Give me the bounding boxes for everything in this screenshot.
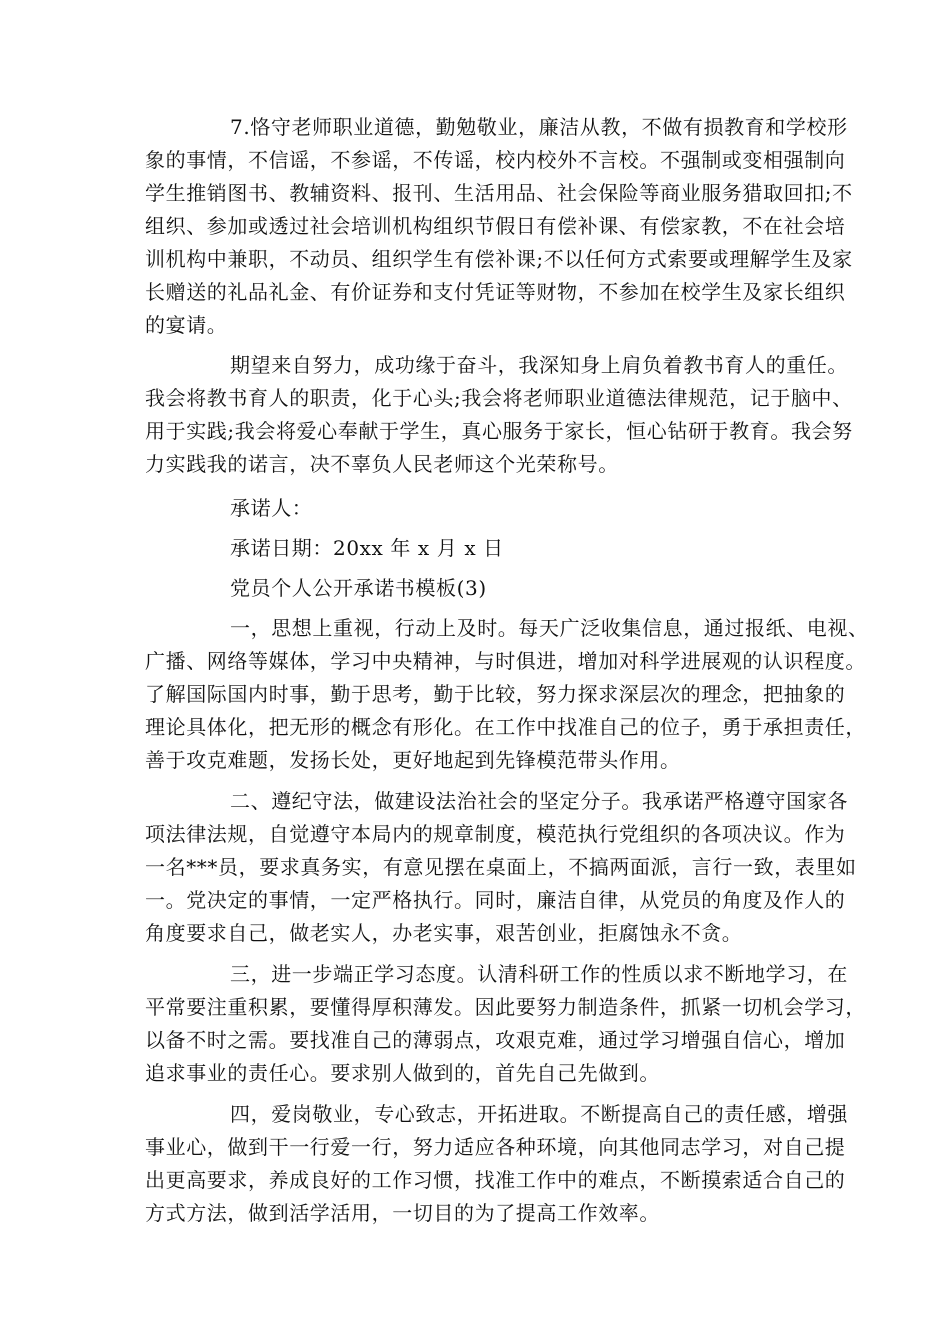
paragraph-line: 训机构中兼职，不动员、组织学生有偿补课;不以任何方式索要或理解学生及家 <box>145 247 853 271</box>
paragraph-line: 一，思想上重视，行动上及时。每天广泛收集信息，通过报纸、电视、 <box>230 616 869 640</box>
paragraph-line: 一名***员，要求真务实，有意见摆在桌面上，不搞两面派，言行一致，表里如 <box>145 855 857 879</box>
paragraph-line: 二、遵纪守法，做建设法治社会的坚定分子。我承诺严格遵守国家各 <box>230 789 848 813</box>
paragraph-line: 平常要注重积累，要懂得厚积薄发。因此要努力制造条件，抓紧一切机会学习， <box>145 995 866 1019</box>
section-title: 党员个人公开承诺书模板(3) <box>230 576 487 600</box>
promiser-label: 承诺人： <box>230 496 313 520</box>
paragraph-line: 理论具体化，把无形的概念有形化。在工作中找准自己的位子，勇于承担责任， <box>145 715 866 739</box>
paragraph-line: 追求事业的责任心。要求别人做到的，首先自己先做到。 <box>145 1061 660 1085</box>
paragraph-line: 广播、网络等媒体，学习中央精神，与时俱进，增加对科学进展观的认识程度。 <box>145 649 866 673</box>
paragraph-line: 出更高要求，养成良好的工作习惯，找准工作中的难点，不断摸索适合自己的 <box>145 1168 846 1192</box>
paragraph-line: 以备不时之需。要找准自己的薄弱点，攻艰克难，通过学习增强自信心，增加 <box>145 1028 846 1052</box>
paragraph-line: 学生推销图书、教辅资料、报刊、生活用品、社会保险等商业服务猎取回扣;不 <box>145 181 853 205</box>
paragraph-line: 长赠送的礼品礼金、有价证券和支付凭证等财物，不参加在校学生及家长组织 <box>145 280 846 304</box>
paragraph-line: 角度要求自己，做老实人，办老实事，艰苦创业，拒腐蚀永不贪。 <box>145 921 743 945</box>
paragraph-line: 项法律法规，自觉遵守本局内的规章制度，模范执行党组织的各项决议。作为 <box>145 822 846 846</box>
paragraph-line: 事业心，做到干一行爱一行，努力适应各种环境，向其他同志学习，对自己提 <box>145 1135 846 1159</box>
paragraph-line: 我会将教书育人的职责，化于心头;我会将老师职业道德法律规范，记于脑中、 <box>145 386 853 410</box>
paragraph-line: 善于攻克难题，发扬长处，更好地起到先锋模范带头作用。 <box>145 748 681 772</box>
paragraph-line: 三，进一步端正学习态度。认清科研工作的性质以求不断地学习，在 <box>230 962 848 986</box>
paragraph-line: 方式方法，做到活学活用，一切目的为了提高工作效率。 <box>145 1201 660 1225</box>
paragraph-line: 一。党决定的事情，一定严格执行。同时，廉洁自律，从党员的角度及作人的 <box>145 888 846 912</box>
paragraph-line: 7.恪守老师职业道德，勤勉敬业，廉洁从教，不做有损教育和学校形 <box>230 115 848 139</box>
paragraph-line: 象的事情，不信谣，不参谣，不传谣，校内校外不言校。不强制或变相强制向 <box>145 148 846 172</box>
promise-date: 承诺日期：20xx 年 x 月 x 日 <box>230 536 504 560</box>
paragraph-line: 的宴请。 <box>145 313 228 337</box>
paragraph-line: 了解国际国内时事，勤于思考，勤于比较，努力探求深层次的理念，把抽象的 <box>145 682 846 706</box>
paragraph-line: 组织、参加或透过社会培训机构组织节假日有偿补课、有偿家教，不在社会培 <box>145 214 846 238</box>
paragraph-line: 用于实践;我会将爱心奉献于学生，真心服务于家长，恒心钻研于教育。我会努 <box>145 419 853 443</box>
paragraph-line: 四，爱岗敬业，专心致志，开拓进取。不断提高自己的责任感，增强 <box>230 1102 848 1126</box>
paragraph-line: 期望来自努力，成功缘于奋斗，我深知身上肩负着教书育人的重任。 <box>230 353 848 377</box>
paragraph-line: 力实践我的诺言，决不辜负人民老师这个光荣称号。 <box>145 452 619 476</box>
